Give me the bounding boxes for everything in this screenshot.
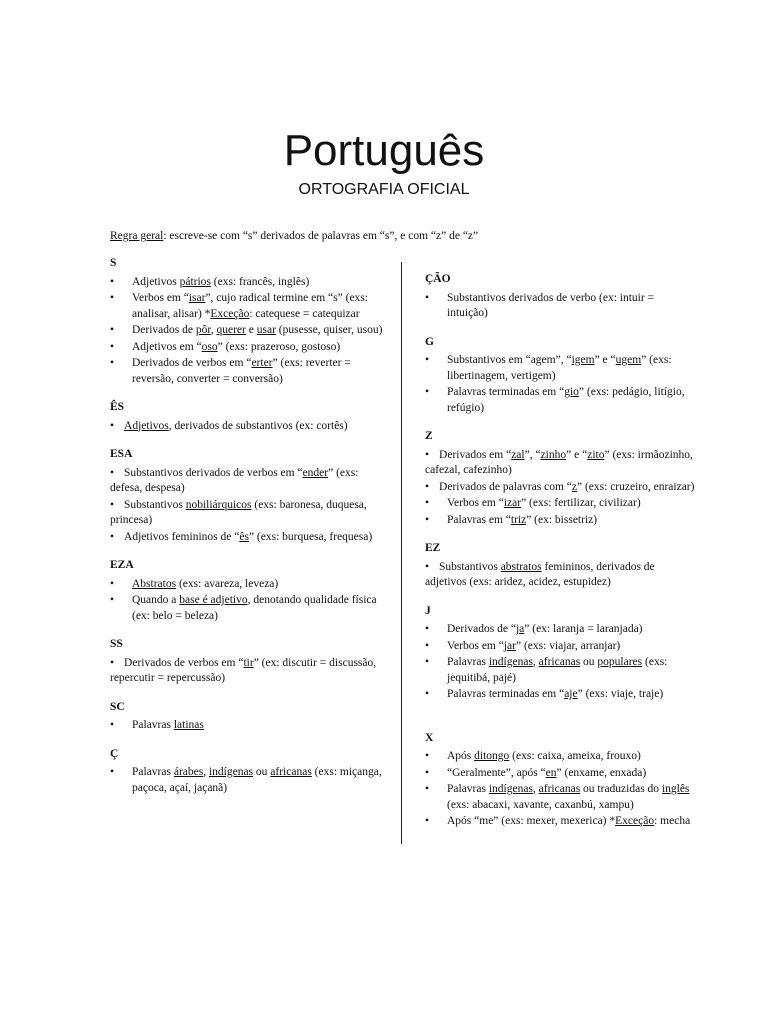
section-g [425,335,695,417]
rule-list-item [110,466,392,497]
bullet-icon: • [425,623,430,635]
item-text: Substantivos [124,498,186,511]
bullet-icon: • [425,750,430,762]
bullet-icon: • [425,815,430,827]
underlined-term: indígenas [488,656,533,668]
bullet-icon: • [110,766,115,778]
underlined-term: gio [564,386,579,398]
underlined-term: ês [239,530,249,543]
rule-list-item [110,356,392,387]
section-ez [425,541,695,591]
underlined-term: z [571,480,577,493]
item-text: Palavras [447,783,489,795]
bullet-icon: • [110,275,115,288]
bullet-icon: • [425,688,430,700]
item-text: (exs: baronesa, duquesa, princesa) [110,498,367,526]
underlined-term: indígenas [208,766,254,778]
underlined-term: ja [515,623,525,635]
section-heading: X [425,731,434,744]
left-column [110,256,392,809]
item-text: Após “me” (exs: mexer, mexerica) * [447,815,616,827]
item-text: Adjetivos [132,275,180,288]
bullet-icon: • [425,497,430,509]
bullet-icon: • [110,357,115,369]
bullet-icon: • [425,783,430,795]
section-heading: EZ [425,542,441,554]
bullet-icon: • [425,448,430,461]
general-rule [110,229,670,245]
rule-list-item [425,385,695,416]
section-s [110,256,392,387]
underlined-term: igem [571,354,595,366]
item-text: Após [447,750,475,762]
item-text: ou [253,766,271,778]
item-text: ” (exs: viaje, traje) [577,688,664,700]
bullet-icon: • [110,577,115,590]
item-text: Adjetivos femininos de “ [124,530,240,543]
bullet-icon: • [425,560,430,573]
rule-list-item [110,291,392,322]
section-heading: ÇÃO [425,273,451,285]
item-text: (exs: francês, inglês) [210,275,310,288]
bullet-icon: • [425,639,430,652]
bullet-icon: • [425,766,430,779]
underlined-term: usar [256,324,276,336]
page-title: Português [283,126,485,175]
rule-list-item [425,480,695,496]
section-heading: G [425,335,434,348]
item-text: Derivados de [132,324,196,336]
item-text: ” (exs: libertinagem, vertigem) [447,354,672,382]
section-eza [110,558,392,624]
item-text: (exs: abacaxi, xavante, caxanbú, xampu) [447,798,634,811]
bullet-icon: • [425,480,430,493]
section-heading: ÊS [110,401,125,413]
bullet-icon: • [110,656,115,669]
underlined-term: inglês [661,783,690,795]
underlined-term: erter [251,357,273,369]
item-text: ” (exs: burquesa, frequesa) [248,530,373,543]
bullet-icon: • [425,354,430,366]
item-text: ” e “ [594,354,616,366]
item-text: , denotando qualidade física (ex: belo = beleza) [132,594,377,622]
rule-list-item [425,560,695,591]
rule-list-item [110,765,392,796]
section-heading: SC [110,700,125,713]
item-text: ” (enxame, enxada) [556,766,647,779]
section-heading: ESA [110,448,133,460]
rule-list-item [110,593,392,624]
item-text: Palavras [132,719,174,731]
item-text: ” (ex: discutir = discussão, repercutir = repercussão) [110,656,377,684]
item-text: ”, cujo radical termine em “s” (exs: analisar, alisar) * [132,292,368,320]
item-text: : mecha [654,815,691,827]
item-text: ” (exs: prazeroso, gostoso) [217,340,341,353]
underlined-term: jar [503,639,516,652]
right-column [425,272,695,843]
underlined-term: pôr [195,324,211,336]
underlined-term: zal [511,448,525,461]
underlined-term: Abstratos [132,577,177,590]
rule-list-item [110,498,392,529]
item-text: ” (exs: fertilizar, civilizar) [521,497,641,509]
item-text: Verbos em “ [132,292,189,304]
item-text: Palavras em “ [447,513,511,526]
section-heading: SS [110,638,123,650]
rule-list-item [425,291,695,322]
item-text: (exs: avareza, leveza) [176,577,279,590]
section-esa [110,447,392,545]
rule-list-item [425,749,695,765]
rule-list-item [110,530,392,546]
column-divider [401,262,402,844]
item-text: Substantivos derivados de verbos em “ [124,466,303,479]
rule-list-item [425,622,695,638]
underlined-term: Exceção [615,815,655,827]
bullet-icon: • [110,419,115,432]
underlined-term: Adjetivos [124,419,169,432]
section-es [110,400,392,434]
section-x [425,731,695,830]
item-text: ” (exs: irmãozinho, cafezal, cafezinho) [425,448,693,476]
underlined-term: árabes [173,766,204,778]
item-text: , derivados de substantivos (ex: cortês) [168,419,348,432]
item-text: ” (exs: cruzeiro, enraizar) [576,480,695,493]
bullet-icon: • [110,530,115,543]
rule-list-item [425,687,695,703]
rule-list-item [425,766,695,782]
bullet-icon: • [110,340,115,353]
item-text: Derivados de verbos em “ [132,357,252,369]
item-text: (exs: miçanga, paçoca, açaí, jaçanã) [132,766,382,794]
item-text: ” (ex: laranja = laranjada) [524,623,643,635]
rule-list-item [110,577,392,593]
item-text: Adjetivos em “ [132,340,202,353]
bullet-icon: • [425,513,430,526]
underlined-term: oso [201,340,218,353]
underlined-term: ugem [615,354,642,366]
underlined-term: Exceção [210,307,250,320]
rule-list-item [425,448,695,479]
rule-list-item [425,496,695,512]
item-text: (exs: caixa, ameixa, frouxo) [509,750,641,762]
rule-list-item [425,782,695,813]
underlined-term: ditongo [474,750,510,762]
item-text: Substantivos [439,560,501,573]
item-text: (exs: jequitibá, pajé) [447,656,668,684]
rule-list-item [425,639,695,655]
section-j [425,604,695,703]
bullet-icon: • [425,386,430,398]
item-text: ”, “ [524,448,541,461]
item-text: , [532,656,539,668]
rule-list-item [425,655,695,686]
bullet-icon: • [425,656,430,668]
item-text: ” (exs: defesa, despesa) [110,466,359,494]
underlined-term: africanas [538,656,581,668]
item-text: Verbos em “ [447,497,504,509]
underlined-term: abstratos [500,560,542,573]
section-c [110,747,392,797]
underlined-term: populares [597,656,643,668]
general-rule-label: Regra geral [110,230,164,242]
rule-list-item [425,353,695,384]
underlined-term: nobiliárquicos [185,498,252,511]
item-text: Verbos em “ [447,639,504,652]
bullet-icon: • [110,292,115,304]
item-text: Derivados de verbos em “ [124,656,244,669]
item-text: Derivados de palavras com “ [439,480,572,493]
item-text: Derivados de “ [447,623,516,635]
underlined-term: aje [564,688,578,700]
item-text: ” (exs: pedágio, litígio, refúgio) [447,386,685,414]
item-text: , [210,324,217,336]
section-ss [110,637,392,687]
item-text: ” (ex: bissetriz) [526,513,598,526]
item-text: “Geralmente”, após “ [447,766,546,779]
section-sc [110,700,392,734]
rule-list-item [110,656,392,687]
underlined-term: izar [503,497,522,509]
underlined-term: zito [587,448,605,461]
underlined-term: zinho [540,448,567,461]
item-text: Derivados em “ [439,448,512,461]
item-text: ou traduzidas do [580,783,662,795]
underlined-term: ender [302,466,329,479]
underlined-term: tir [243,656,254,669]
underlined-term: en [545,766,557,779]
underlined-term: africanas [270,766,312,778]
item-text: e [245,324,257,336]
item-text: , [532,783,539,795]
item-text: ” (exs: reverter = reversão, converter = conversão) [132,357,351,385]
section-cao [425,272,695,322]
item-text: Palavras terminadas em “ [447,386,565,398]
item-text: , [203,766,209,778]
item-text: : catequese = catequizar [249,307,360,320]
item-text: Substantivos derivados de verbo (ex: intuir = intuição) [447,291,655,319]
item-text: Palavras [132,766,174,778]
item-text: (pusesse, quiser, usou) [275,324,383,336]
section-heading: Ç [110,747,119,760]
bullet-icon: • [110,466,115,479]
underlined-term: isar [188,292,206,304]
underlined-term: querer [216,324,246,336]
bullet-icon: • [110,498,115,511]
underlined-term: pátrios [179,275,211,288]
rule-list-item [110,419,392,435]
section-heading: J [425,604,431,617]
item-text: ” e “ [566,448,588,461]
item-text: Palavras terminadas em “ [447,688,565,700]
item-text: Palavras [447,656,489,668]
bullet-icon: • [110,594,115,606]
section-z [425,429,695,528]
item-text: ” (exs: viajar, arranjar) [515,639,621,652]
underlined-term: base é adjetivo [179,594,248,606]
rule-list-item [110,323,392,339]
section-heading: Z [425,430,433,442]
item-text: femininos, derivados de adjetivos (exs: aridez, acidez, estupidez) [425,560,655,588]
rule-list-item [425,513,695,529]
bullet-icon: • [110,324,115,336]
underlined-term: indígenas [488,783,533,795]
item-text: ou [580,656,598,668]
underlined-term: africanas [538,783,581,795]
underlined-term: triz [510,513,527,526]
item-text: Quando a [132,594,180,606]
section-heading: S [110,257,117,269]
rule-list-item [110,718,392,734]
rule-list-item [110,275,392,291]
page-subtitle: ORTOGRAFIA OFICIAL [298,181,470,198]
bullet-icon: • [425,291,430,304]
rule-list-item [425,814,695,830]
general-rule-text: : escreve-se com “s” derivados de palavras em “s”, e com “z” de “z” [163,230,479,242]
underlined-term: latinas [173,719,204,731]
item-text: Substantivos em “agem”, “ [447,354,572,366]
section-heading: EZA [110,559,134,571]
rule-list-item [110,340,392,356]
bullet-icon: • [110,719,115,731]
